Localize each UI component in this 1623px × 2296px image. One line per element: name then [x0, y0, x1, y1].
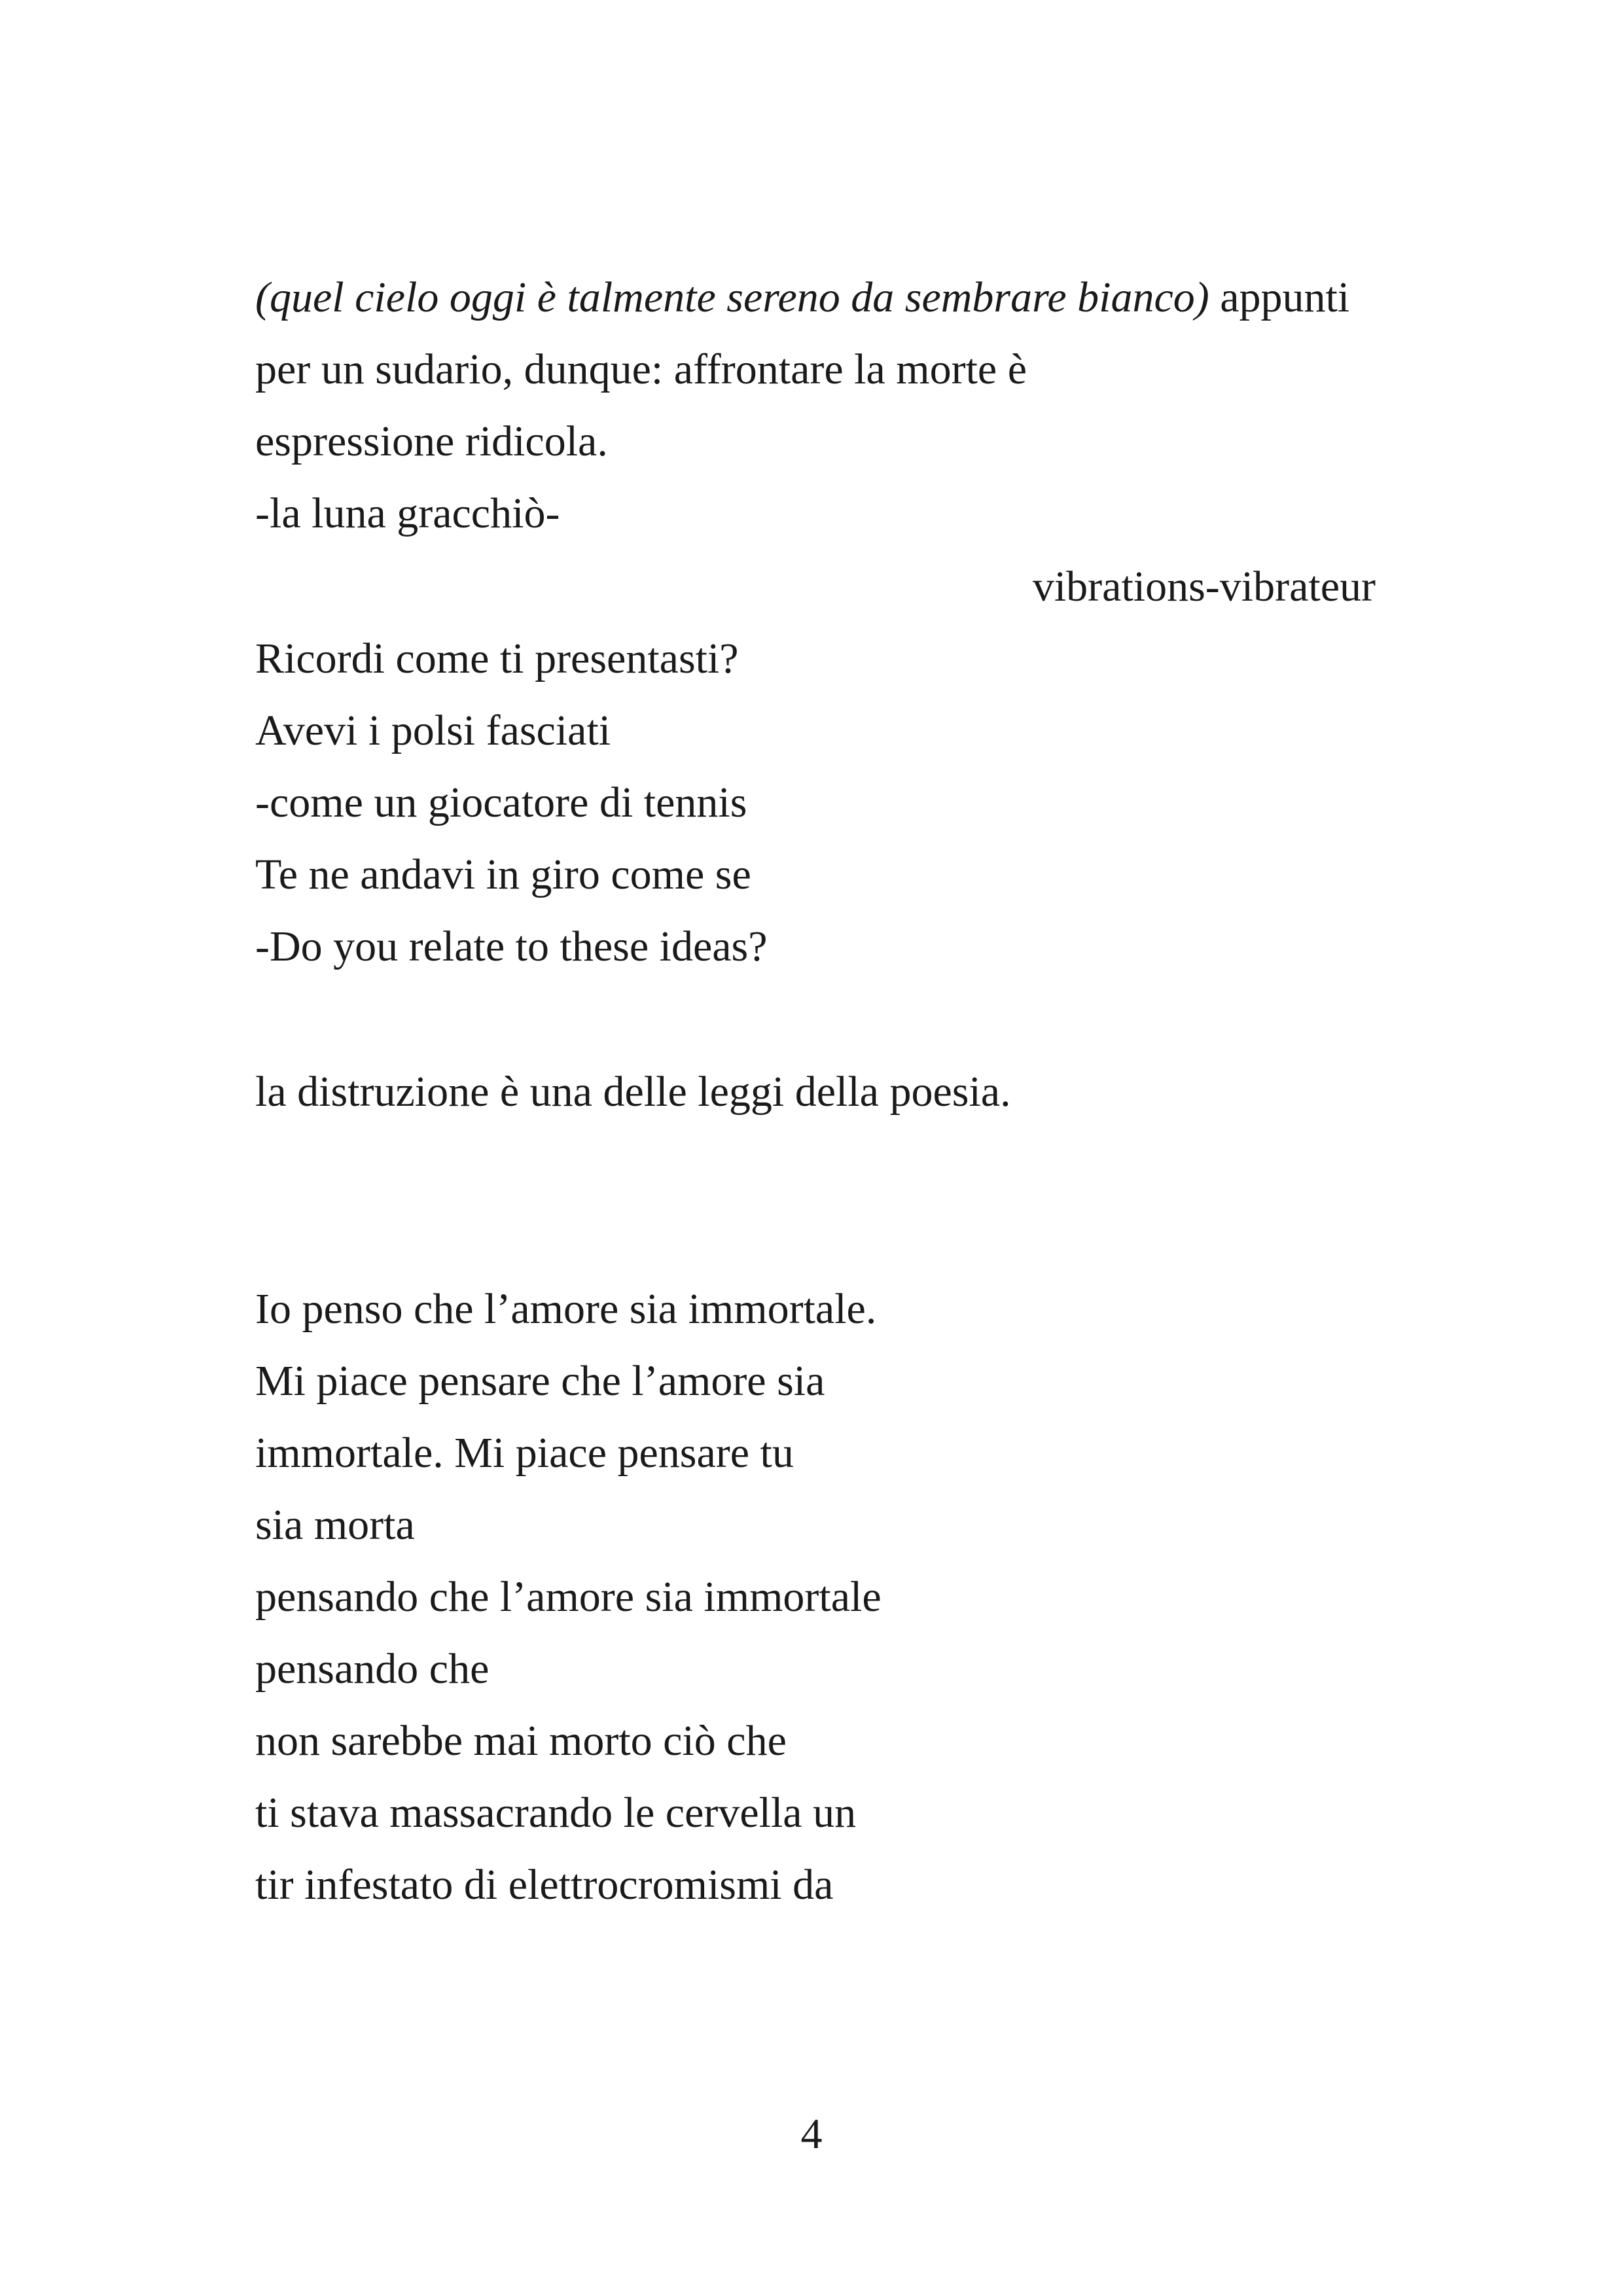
poem-line: pensando che [255, 1645, 490, 1693]
poem-line: -come un giocatore di tennis [255, 779, 747, 826]
poem-line-right-aligned: vibrations-vibrateur [1032, 563, 1376, 610]
poem-line: Mi piace pensare che l’amore sia [255, 1357, 825, 1405]
poem-line: Io penso che l’amore sia immortale. [255, 1285, 877, 1333]
poem-line: Ricordi come ti presentasti? [255, 635, 739, 682]
italic-phrase: (quel cielo oggi è talmente sereno da sembrare bianco) [255, 274, 1209, 321]
poem-line: pensando che l’amore sia immortale [255, 1573, 882, 1621]
poem-line: -Do you relate to these ideas? [255, 923, 768, 970]
poem-line: sia morta [255, 1501, 415, 1549]
line-text: appunti [1209, 274, 1350, 321]
poem-line: Avevi i polsi fasciati [255, 707, 611, 754]
page-number: 4 [800, 2110, 823, 2158]
poem-line: Te ne andavi in giro come se [255, 851, 751, 898]
poem-line: per un sudario, dunque: affrontare la morte è [255, 345, 1027, 393]
poem-line: non sarebbe mai morto ciò che [255, 1717, 787, 1765]
poem-line: espressione ridicola. [255, 417, 608, 465]
poem-line: la distruzione è una delle leggi della poesia. [255, 1068, 1011, 1116]
poem-line: immortale. Mi piace pensare tu [255, 1429, 794, 1477]
poem-line: tir infestato di elettrocromismi da [255, 1861, 834, 1909]
poem-line: ti stava massacrando le cervella un [255, 1789, 857, 1837]
poem-line [255, 272, 1349, 324]
poem-line: -la luna gracchiò- [255, 489, 560, 537]
